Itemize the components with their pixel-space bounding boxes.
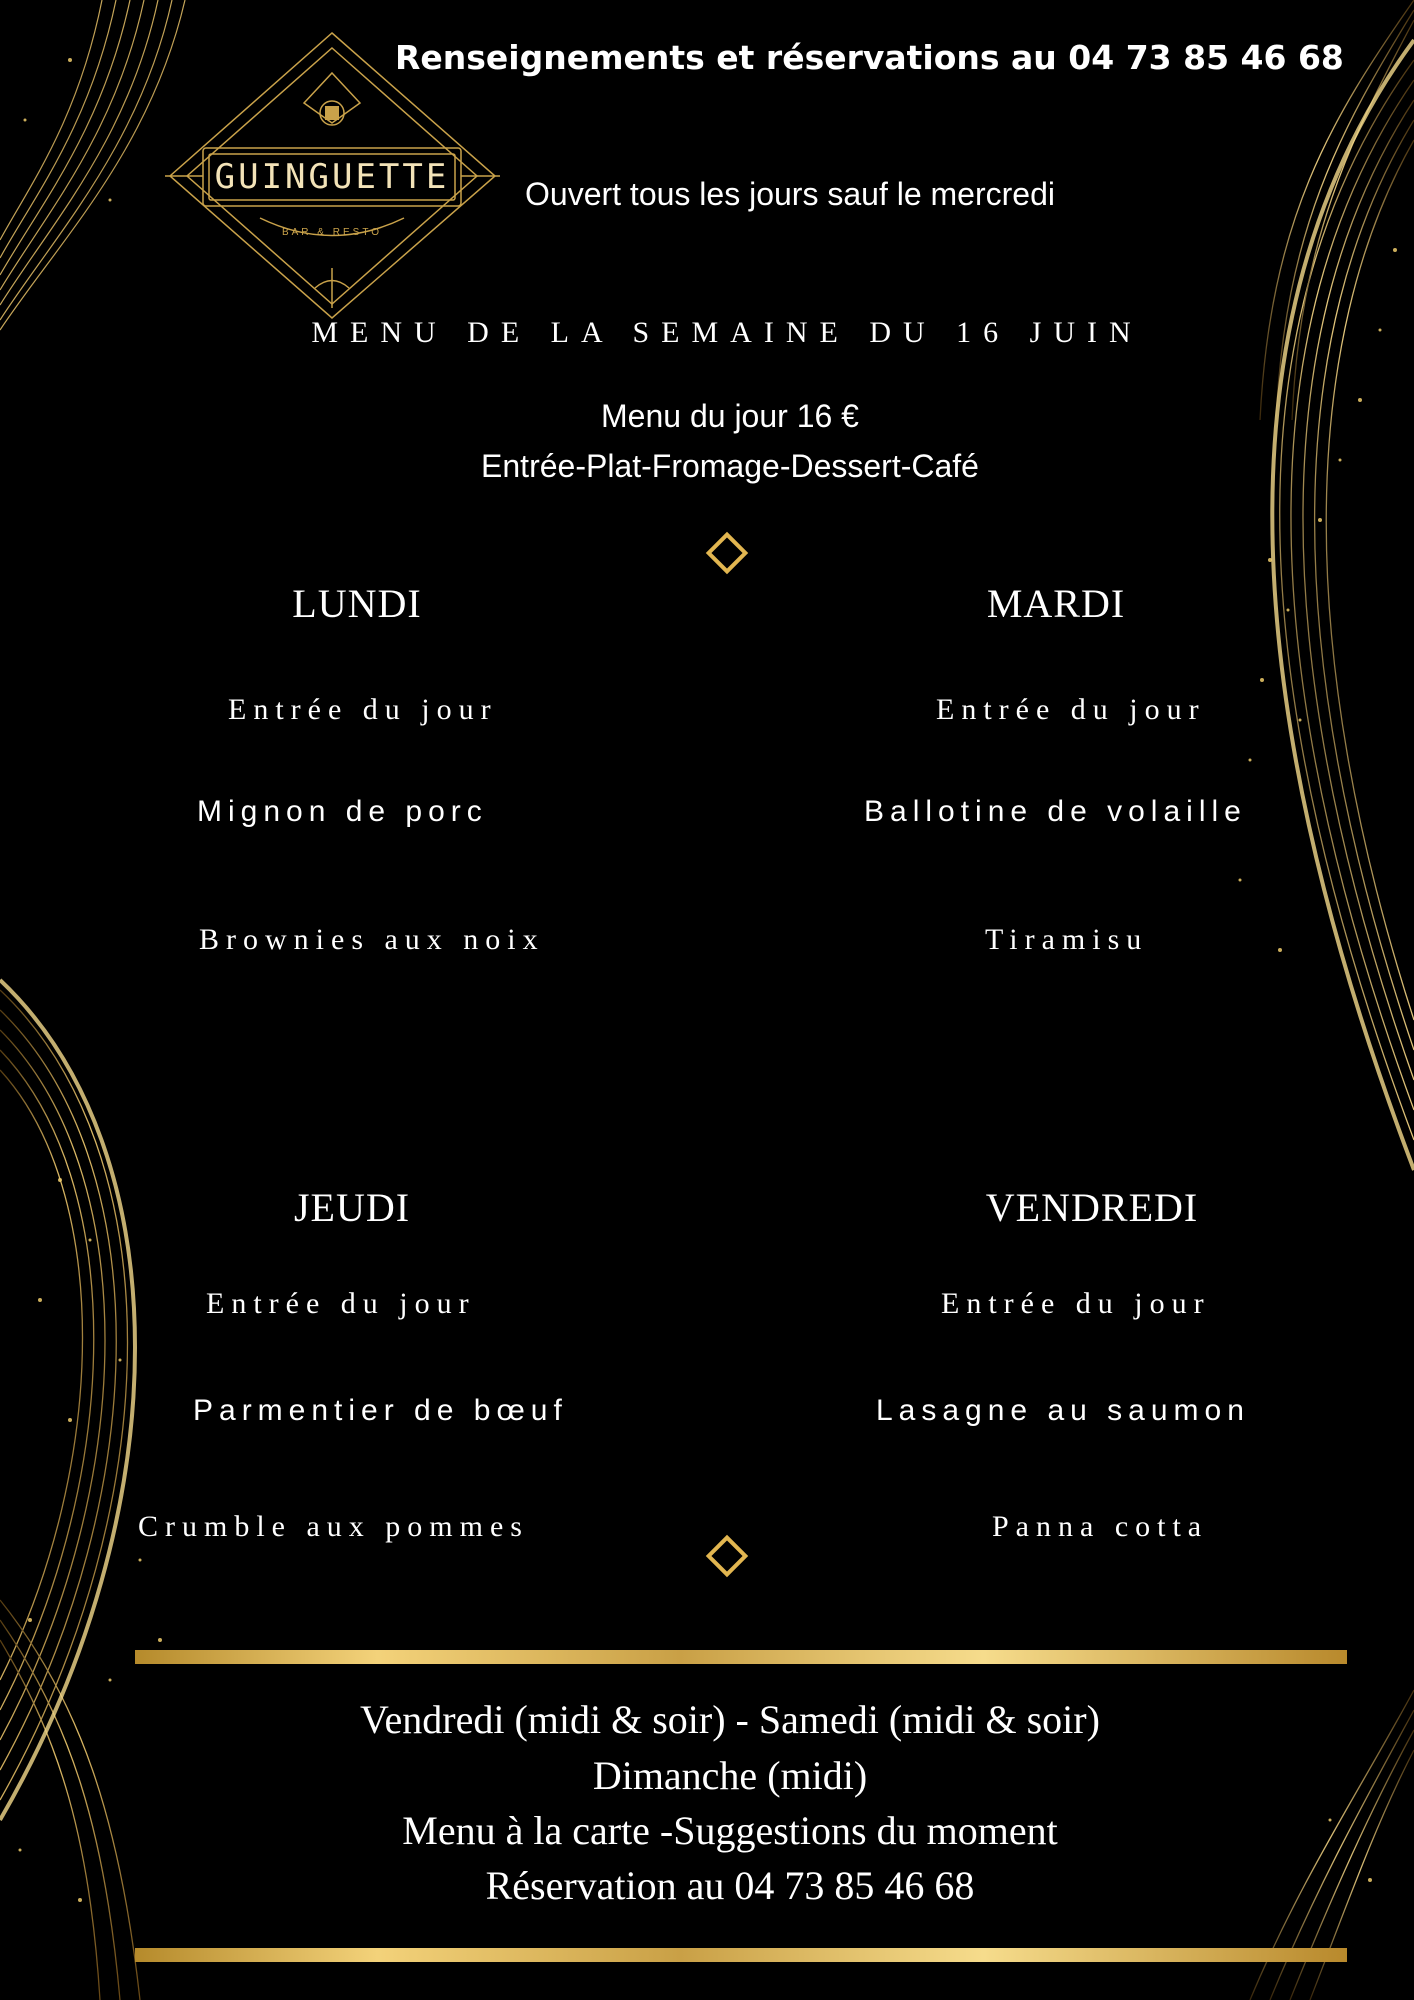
week-menu-title: MENU DE LA SEMAINE DU 16 JUIN <box>311 316 1143 349</box>
jeudi-starter: Entrée du jour <box>206 1287 476 1320</box>
logo-tagline: BAR & RESTO <box>281 227 383 238</box>
right-wave-highlight <box>1272 40 1414 1170</box>
day-heading-mardi: MARDI <box>986 581 1126 626</box>
center-divider <box>709 535 746 1575</box>
vendredi-main: Lasagne au saumon <box>876 1394 1250 1427</box>
vendredi-dessert: Panna cotta <box>992 1510 1209 1543</box>
footer-sunday-line: Dimanche (midi) <box>592 1753 868 1798</box>
footer-carte-line: Menu à la carte -Suggestions du moment <box>402 1808 1058 1853</box>
jeudi-dessert: Crumble aux pommes <box>138 1510 529 1543</box>
day-heading-vendredi: VENDREDI <box>985 1185 1199 1230</box>
gold-divider-bar-top <box>135 1650 1347 1664</box>
footer-opening-line: Vendredi (midi & soir) - Samedi (midi & soir) <box>360 1697 1100 1742</box>
day-heading-jeudi: JEUDI <box>293 1185 411 1230</box>
lundi-starter: Entrée du jour <box>228 693 498 726</box>
mardi-starter: Entrée du jour <box>936 693 1206 726</box>
mardi-dessert: Tiramisu <box>985 923 1149 956</box>
lundi-main: Mignon de porc <box>197 795 488 828</box>
menu-of-day-price: Menu du jour 16 € <box>601 398 859 434</box>
logo-name: GUINGUETTE <box>214 157 450 197</box>
gold-divider-bar-bottom <box>135 1948 1347 1962</box>
reservation-phone-line: Renseignements et réservations au 04 73 85 46 68 <box>395 38 1344 77</box>
top-left-wave <box>0 0 185 330</box>
footer-reservation-line: Réservation au 04 73 85 46 68 <box>485 1863 975 1908</box>
day-heading-lundi: LUNDI <box>292 581 422 626</box>
menu-of-day-courses: Entrée-Plat-Fromage-Dessert-Café <box>481 448 979 484</box>
vendredi-starter: Entrée du jour <box>941 1287 1211 1320</box>
lundi-dessert: Brownies aux noix <box>199 923 545 956</box>
opening-days: Ouvert tous les jours sauf le mercredi <box>525 176 1055 212</box>
mardi-main: Ballotine de volaille <box>864 795 1247 828</box>
jeudi-main: Parmentier de bœuf <box>193 1394 568 1427</box>
